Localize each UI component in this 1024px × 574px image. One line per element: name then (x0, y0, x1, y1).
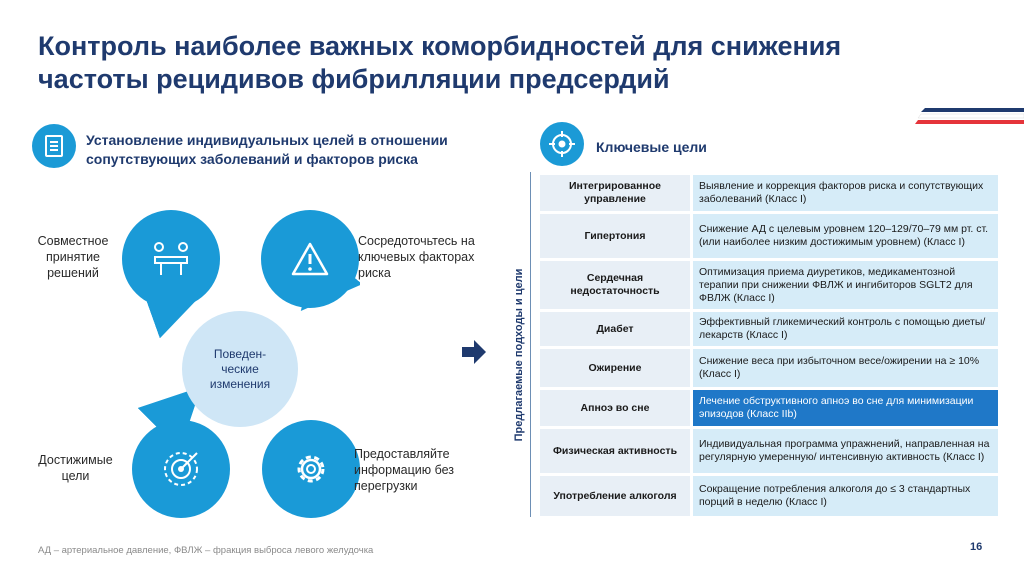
goals-table (540, 172, 998, 519)
page-title: Контроль наиболее важных коморбидностей для снижения частоты рецидивов фибрилляции предсердий (38, 31, 842, 94)
goal-description: Лечение обструктивного апноэ во сне для минимизации эпизодов (Класс IIb) (693, 390, 998, 426)
warning-icon (290, 241, 330, 277)
achievable-goals-circle (132, 420, 230, 518)
label-key-factors: Сосредоточьтесь на ключевых факторах риска (358, 234, 475, 280)
goal-description: Эффективный гликемический контроль с помощью диеты/лекарств (Класс I) (693, 312, 998, 346)
right-arrow-icon (460, 338, 488, 366)
key-factors-circle (261, 210, 359, 308)
gear-icon (289, 447, 333, 491)
goal-category: Физическая активность (540, 429, 693, 473)
page-number: 16 (970, 541, 983, 553)
goal-row (540, 429, 998, 473)
target-icon (159, 447, 203, 491)
goal-description: Выявление и коррекция факторов риска и сопутствующих заболеваний (Класс I) (693, 175, 998, 211)
goal-row (540, 390, 998, 426)
people-meeting-icon (149, 239, 193, 279)
goal-category: Апноэ во сне (540, 390, 693, 426)
goal-description: Снижение веса при избыточном весе/ожирении на ≥ 10% (Класс I) (693, 349, 998, 387)
goal-row (540, 214, 998, 258)
label-achievable-goals: Достижимые цели (38, 453, 113, 483)
goal-row (540, 261, 998, 309)
label-shared-decision: Совместное принятие решений (37, 234, 109, 280)
goal-category: Сердечная недостаточность (540, 261, 693, 309)
goal-category: Интегрированное управление (540, 175, 693, 211)
information-circle (262, 420, 360, 518)
left-section-heading: Установление индивидуальных целей в отношении сопутствующих заболеваний и факторов риска (86, 132, 448, 167)
goal-row (540, 175, 998, 211)
vertical-divider (530, 172, 531, 517)
goal-row (540, 349, 998, 387)
document-list-icon (32, 124, 76, 168)
goal-row (540, 312, 998, 346)
goal-description: Оптимизация приема диуретиков, медикаментозной терапии при снижении ФВЛЖ и ингибиторов SGLT2 для ФВЛЖ (Класс I) (693, 261, 998, 309)
center-label: Поведен-ческие изменения (209, 346, 271, 391)
shared-decision-circle (122, 210, 220, 308)
label-information: Предоставляйте информацию без перегрузки (354, 447, 455, 493)
vertical-label: Предлагаемые подходы и цели (513, 268, 525, 442)
goal-description: Сокращение потребления алкоголя до ≤ 3 стандартных порций в неделю (Класс I) (693, 476, 998, 516)
goal-category: Диабет (540, 312, 693, 346)
right-section-heading: Ключевые цели (596, 139, 707, 155)
vertical-label-container (508, 250, 530, 460)
goal-category: Гипертония (540, 214, 693, 258)
behavior-change-center (182, 311, 298, 427)
goal-description: Индивидуальная программа упражнений, направленная на регулярную умеренную/ интенсивную активность (Класс I) (693, 429, 998, 473)
crosshair-target-icon (540, 122, 584, 166)
goal-category: Употребление алкоголя (540, 476, 693, 516)
goal-description: Снижение АД с целевым уровнем 120–129/70–79 мм рт. ст. (или наиболее низким достижимым уровнем) (Класс I) (693, 214, 998, 258)
footnote: АД – артериальное давление, ФВЛЖ – фракция выброса левого желудочка (38, 545, 374, 556)
goal-category: Ожирение (540, 349, 693, 387)
flag-stripes-decoration (915, 108, 1024, 124)
goal-row (540, 476, 998, 516)
